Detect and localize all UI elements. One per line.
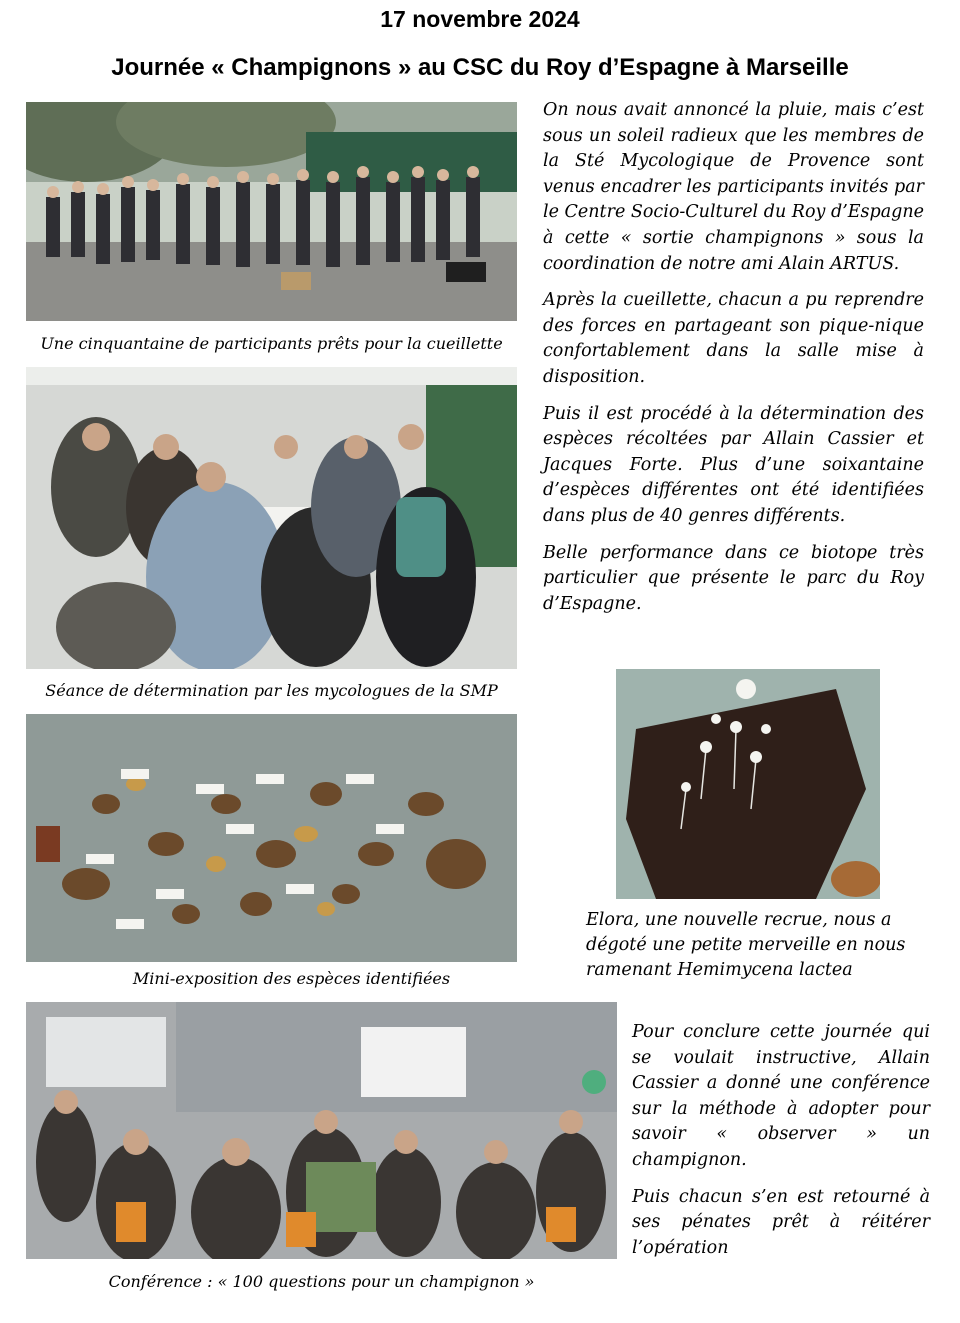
conference-photo	[26, 1002, 617, 1259]
group-photo-caption: Une cinquantaine de participants prêts pour la cueillette	[40, 334, 503, 353]
exhibition-photo	[26, 714, 517, 962]
story-paragraph-2: Après la cueillette, chacun a pu reprendre des forces en partageant son pique-nique confortablement dans la salle mise à disposition.	[543, 290, 924, 387]
conclusion-column	[632, 1020, 930, 1272]
story-paragraph-4: Belle performance dans ce biotope très particulier que présente le parc du Roy d’Espagne.	[543, 542, 924, 614]
page-date: 17 novembre 2024	[380, 6, 580, 32]
story-column	[543, 98, 924, 628]
hemimycena-photo	[616, 669, 880, 899]
conference-photo-caption: Conférence : « 100 questions pour un champignon »	[108, 1272, 535, 1291]
story-paragraph-6: Puis chacun s’en est retourné à ses pénates prêt à réitérer l’opération	[632, 1186, 930, 1258]
group-photo	[26, 102, 517, 321]
exhibition-photo-caption: Mini-exposition des espèces identifiées	[132, 969, 451, 988]
page-title: Journée « Champignons » au CSC du Roy d’Espagne à Marseille	[111, 54, 849, 81]
determination-photo-caption: Séance de détermination par les mycologues de la SMP	[45, 681, 498, 700]
determination-photo	[26, 367, 517, 669]
hemimycena-photo-caption: Elora, une nouvelle recrue, nous a dégoté une petite merveille en nous ramenant Hemimycena lactea	[586, 910, 906, 980]
story-paragraph-5: Pour conclure cette journée qui se voulait instructive, Allain Cassier a donné une conférence sur la méthode à adopter pour savoir « observer » un champignon.	[632, 1022, 930, 1170]
story-paragraph-3: Puis il est procédé à la détermination des espèces récoltées par Allain Cassier et Jacques Forte. Plus d’une soixantaine d’espèces différentes ont été identifiées dans plus de 40 genres différents.	[543, 403, 924, 526]
story-paragraph-1: On nous avait annoncé la pluie, mais c’est sous un soleil radieux que les membres de la Sté Mycologique de Provence sont venus encadrer les participants invités par le Centre Socio-Culturel du Roy d’Espagne à cette « sortie champignons » sous la coordination de notre ami Alain ARTUS.	[543, 100, 924, 274]
